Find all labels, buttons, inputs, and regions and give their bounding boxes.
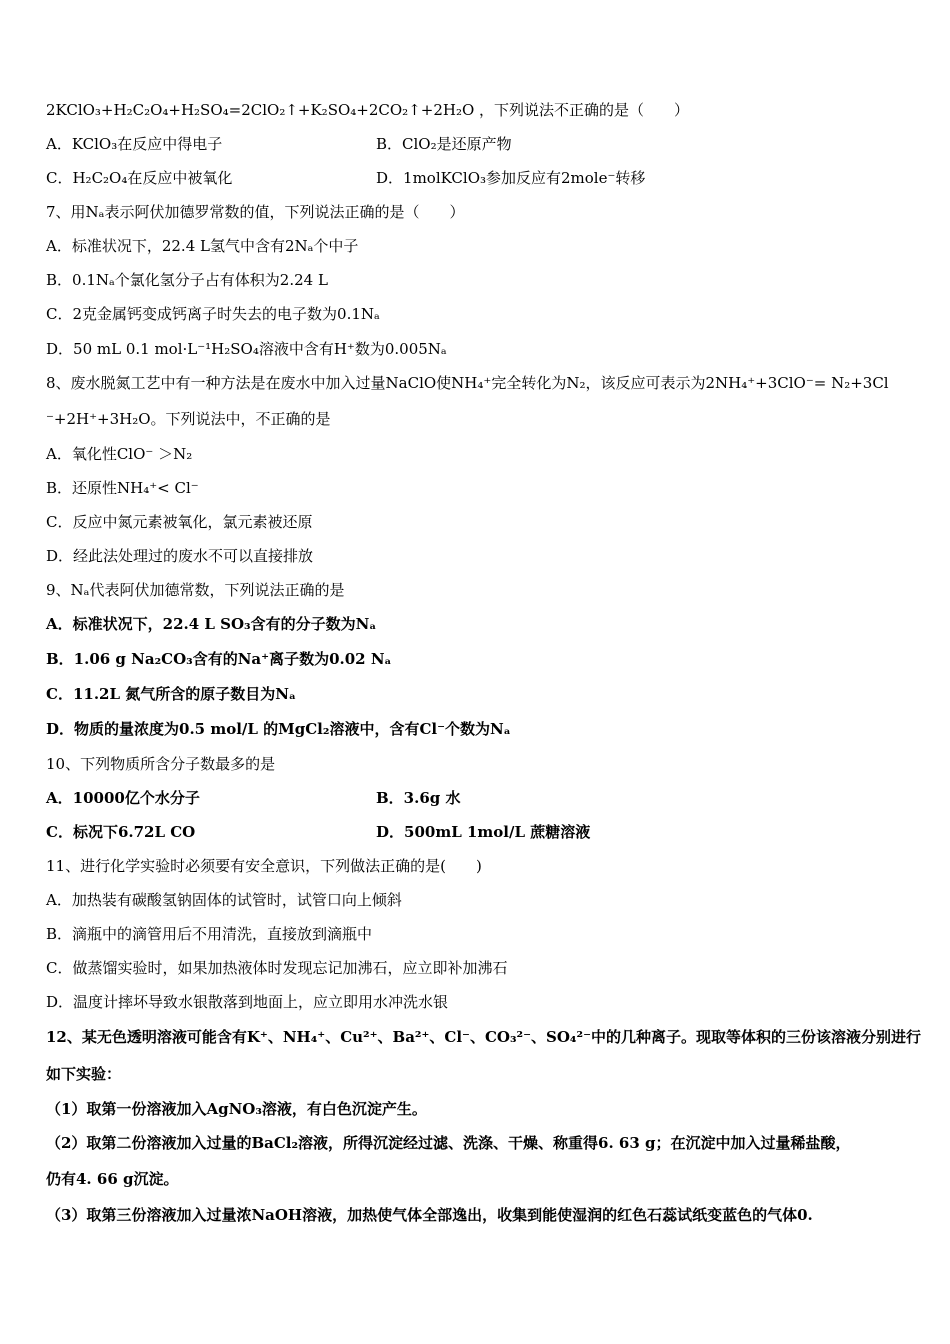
q6-option-c: C．H₂C₂O₄在反应中被氧化 [46, 169, 233, 187]
q10-options-cd [46, 821, 906, 843]
q10-stem: 10、下列物质所含分子数最多的是 [46, 755, 276, 773]
q6-option-d: D．1molKClO₃参加反应有2mole⁻转移 [376, 169, 646, 187]
q6-options-ab [46, 133, 906, 155]
q7-option-c: C．2克金属钙变成钙离子时失去的电子数为0.1Nₐ [46, 305, 380, 323]
q8-option-a: A．氧化性ClO⁻ ＞N₂ [46, 445, 193, 463]
q7-option-d: D．50 mL 0.1 mol·L⁻¹H₂SO₄溶液中含有H⁺数为0.005Nₐ [46, 340, 447, 358]
q8-stem-line1: 8、废水脱氮工艺中有一种方法是在废水中加入过量NaClO使NH₄⁺完全转化为N₂，该反应可表示为2NH₄⁺+3ClO⁻= N₂+3Cl [46, 374, 889, 392]
q6-options-cd [46, 167, 906, 189]
q10-options-ab [46, 787, 906, 809]
q12-stem-line1: 12、某无色透明溶液可能含有K⁺、NH₄⁺、Cu²⁺、Ba²⁺、Cl⁻、CO₃²⁻、SO₄²⁻中的几种离子。现取等体积的三份该溶液分别进行 [46, 1028, 921, 1046]
q6-option-b: B．ClO₂是还原产物 [376, 135, 512, 153]
q10-option-b: B．3.6g 水 [376, 789, 461, 807]
q12-step3: （3）取第三份溶液加入过量浓NaOH溶液，加热使气体全部逸出，收集到能使湿润的红色石蕊试纸变蓝色的气体0. [46, 1206, 813, 1224]
q7-option-b: B．0.1Nₐ个氯化氢分子占有体积为2.24 L [46, 271, 328, 289]
q7-stem: 7、用Nₐ表示阿伏加德罗常数的值，下列说法正确的是（ ） [46, 203, 465, 221]
q6-option-a: A．KClO₃在反应中得电子 [46, 135, 223, 153]
q8-option-d: D．经此法处理过的废水不可以直接排放 [46, 547, 314, 565]
q9-option-d: D．物质的量浓度为0.5 mol/L 的MgCl₂溶液中，含有Cl⁻个数为Nₐ [46, 720, 511, 738]
q9-option-b: B．1.06 g Na₂CO₃含有的Na⁺离子数为0.02 Nₐ [46, 650, 392, 668]
q11-option-d: D．温度计摔坏导致水银散落到地面上，应立即用水冲洗水银 [46, 993, 449, 1011]
q12-step1: （1）取第一份溶液加入AgNO₃溶液，有白色沉淀产生。 [46, 1100, 427, 1118]
q10-option-a: A．10000亿个水分子 [46, 789, 200, 807]
q8-stem-line2: ⁻+2H⁺+3H₂O。下列说法中，不正确的是 [46, 410, 331, 428]
q10-option-d: D．500mL 1mol/L 蔗糖溶液 [376, 823, 591, 841]
q11-option-a: A．加热装有碳酸氢钠固体的试管时，试管口向上倾斜 [46, 891, 402, 909]
q12-step2-line2: 仍有4. 66 g沉淀。 [46, 1170, 179, 1188]
q8-option-b: B．还原性NH₄⁺< Cl⁻ [46, 479, 199, 497]
q6-equation: 2KClO₃+H₂C₂O₄+H₂SO₄=2ClO₂↑+K₂SO₄+2CO₂↑+2H₂O ，下列说法不正确的是（ ） [46, 101, 690, 119]
q11-option-b: B．滴瓶中的滴管用后不用清洗，直接放到滴瓶中 [46, 925, 373, 943]
q12-stem-line2: 如下实验： [46, 1065, 122, 1083]
q11-stem: 11、进行化学实验时必须要有安全意识，下列做法正确的是( ) [46, 857, 482, 875]
q8-option-c: C．反应中氮元素被氧化，氯元素被还原 [46, 513, 313, 531]
q11-option-c: C．做蒸馏实验时，如果加热液体时发现忘记加沸石，应立即补加沸石 [46, 959, 508, 977]
q10-option-c: C．标况下6.72L CO [46, 823, 196, 841]
q9-option-a: A．标准状况下，22.4 L SO₃含有的分子数为Nₐ [46, 615, 377, 633]
q12-step2-line1: （2）取第二份溶液加入过量的BaCl₂溶液，所得沉淀经过滤、洗涤、干燥、称重得6. 63 g；在沉淀中加入过量稀盐酸， [46, 1134, 851, 1152]
q9-option-c: C．11.2L 氮气所含的原子数目为Nₐ [46, 685, 296, 703]
q9-stem: 9、Nₐ代表阿伏加德常数，下列说法正确的是 [46, 581, 345, 599]
q7-option-a: A．标准状况下，22.4 L氢气中含有2Nₐ个中子 [46, 237, 359, 255]
